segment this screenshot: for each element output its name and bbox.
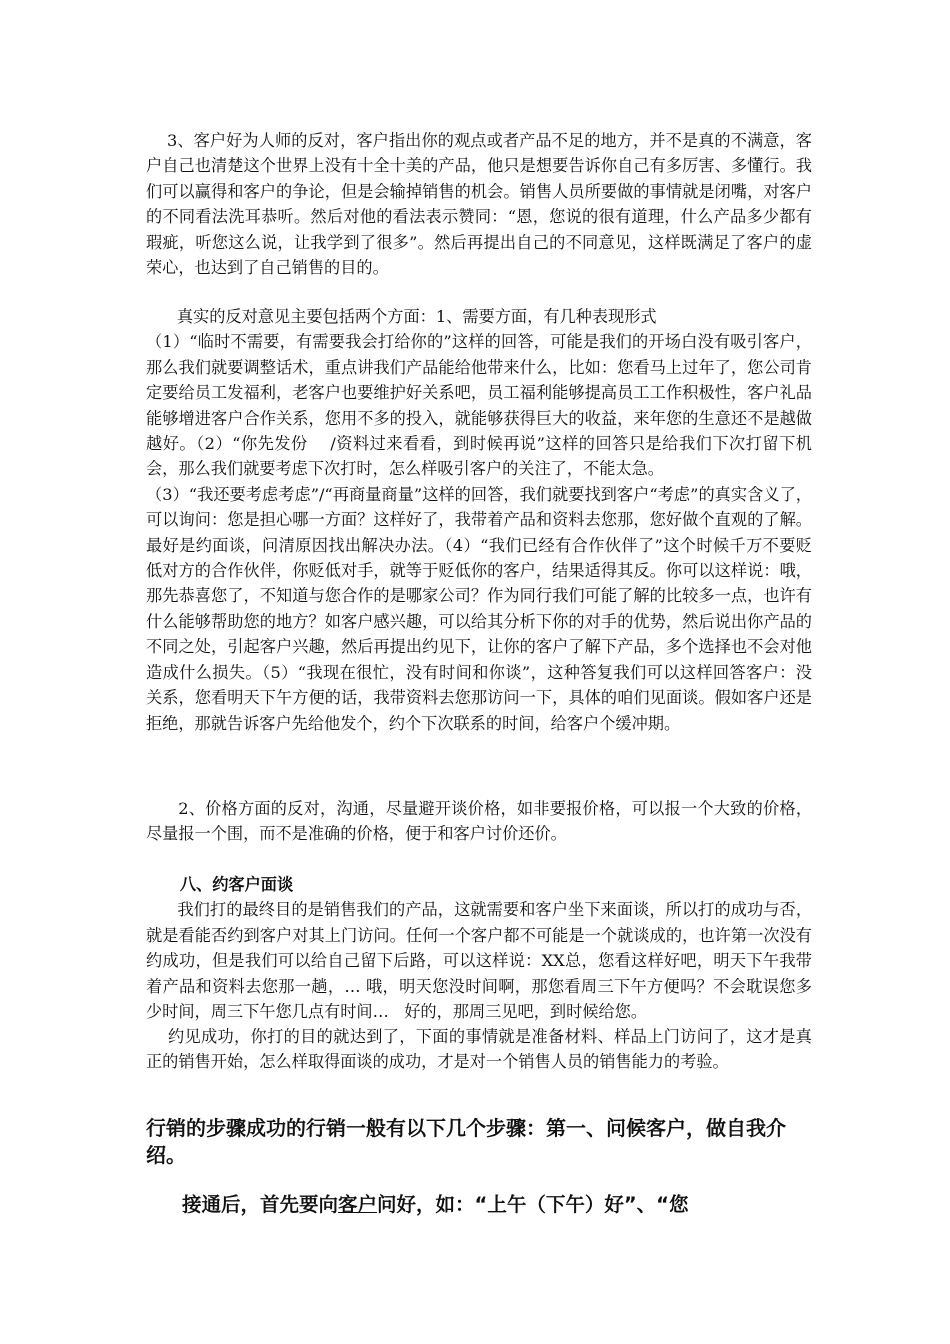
greeting-text-before: 接通后，首先要向: [182, 1193, 339, 1216]
paragraph-real-objections: 真实的反对意见主要包括两个方面：1、需要方面，有几种表现形式 （1）“临时不需要，有需要我会打给你的”这样的回答，可能是我们的开场白没有吸引客户，那么我们就要调整话术，重点讲我们产品能给他带来什么，比如：您看马上过年了，您公司肯定要给员工发福利，老客户也要维护好关系吧，员工福利能够提高员工工作积极性，客户礼品能够增进客户合作关系，您用不多的投入，就能够获得巨大的收益，来年您的生意还不是越做越好。（2）“你先发份 /资料过来看看，到时候再说”这样的回答只是给我们下次打留下机会，那么我们就要考虑下次打时，怎么样吸引客户的关注了，不能太急。 （3）“我还要考虑考虑”/“再商量商量”这样的回答，我们就要找到客户“考虑”的真实含义了，可以询问：您是担心哪一方面？这样好了，我带着产品和资料去您那，您好做个直观的了解。最好是约面谈，问清原因找出解决办法。（4）“我们已经有合作伙伴了”这个时候千万不要贬低对方的合作伙伴，你贬低对手，就等于贬低你的客户，结果适得其反。你可以这样说：哦，那先恭喜您了，不知道与您合作的是哪家公司？作为同行我们可能了解的比较多一点，也许有什么能够帮助您的地方？如客户感兴趣，可以给其分析下你的对手的优势，然后说出你产品的不同之处，引起客户兴趣，然后再提出约见下，让你的客户了解下产品，多个选择也不会对他造成什么损失。（5）“我现在很忙，没有时间和你谈”，这种答复我们可以这样回答客户：没关系，您看明天下午方便的话，我带资料去您那访问一下，具体的咱们见面谈。假如客户还是拒绝，那就告诉客户先给他发个，约个下次联系的时间，给客户个缓冲期。: [146, 307, 812, 733]
greeting-link-customer[interactable]: 客户: [338, 1193, 378, 1216]
paragraph-meeting-success: 约见成功，你打的目的就达到了，下面的事情就是准备材料、样品上门访问了，这才是真正的销售开始，怎么样取得面谈的成功，才是对一个销售人员的销售能力的考验。: [146, 1027, 812, 1072]
greeting-text-after: 问好，如：“上午（下午）好”、“您: [377, 1193, 689, 1216]
greeting-paragraph: [146, 1190, 826, 1220]
paragraph-price-objection: 2、价格方面的反对，沟通，尽量避开谈价格，如非要报价格，可以报一个大致的价格，尽量报一个围，而不是准确的价格，便于和客户讨价还价。: [146, 799, 813, 844]
paragraph-meeting-goal: 我们打的最终目的是销售我们的产品，这就需要和客户坐下来面谈，所以打的成功与否，就是看能否约到客户对其上门访问。任何一个客户都不可能是一个就谈成的，也许第一次没有约成功，但是我们可以给自己留下后路，可以这样说：XX总，您看这样好吧，明天下午我带着产品和资料去您那一趟，… 哦，明天您没时间啊，那您看周三下午方便吗？不会耽误您多少时间，周三下午您几点有时间… 好的，那周三见吧，到时候给您。: [146, 900, 813, 1022]
steps-heading: 行销的步骤成功的行销一般有以下几个步骤：第一、问候客户，做自我介绍。: [146, 1116, 786, 1167]
section-heading-meeting: 八、约客户面谈: [146, 875, 294, 894]
paragraph-objection-3: 3、客户好为人师的反对，客户指出你的观点或者产品不足的地方，并不是真的不满意，客户自己也清楚这个世界上没有十全十美的产品，他只是想要告诉你自己有多厉害、多懂行。我们可以赢得和客户的争论，但是会输掉销售的机会。销售人员所要做的事情就是闭嘴，对客户的不同看法洗耳恭听。然后对他的看法表示赞同：“恩，您说的很有道理，什么产品多少都有瑕疵，听您这么说，让我学到了很多”。然后再提出自己的不同意见，这样既满足了客户的虚荣心，也达到了自己销售的目的。: [146, 131, 812, 278]
